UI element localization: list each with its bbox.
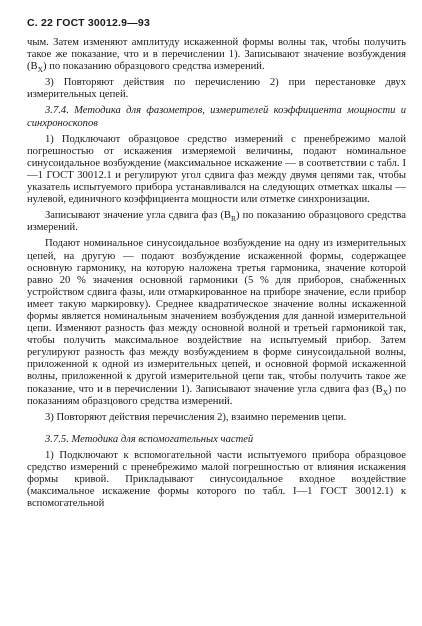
paragraph-text: Подают номинальное синусоидальное возбуждение на одну из измерительных цепей, на другую — подают возбуждение искаженной формы, содержащее основную гармонику, на которую наложена третья гармоника, значение которой равно 20 % значения основной гармоники (5 % для приборов, снабженных устройством сдвига фазы, или отмаркированное на приборе значение, если прибор имеет такую маркировку). Среднее квадратическое значение волны искаженной формы является номинальным значением возбуждения для данной измерительной цепи. Изменяют разность фаз между основной волной и третьей гармоникой так, чтобы получить максимальное воздействие на испытуемый прибор. Затем регулируют разность фаз между возбуждением в форме синусоидальной волны, приложенной к одной из измерительных цепей, и основной формой искаженной волны, приложенной к другой измерительной цепи так, чтобы получить такое же показание, что и в перечислении 1). Записывают значение угла сдвига фаз (B: [27, 238, 406, 395]
paragraph-aux-step-1: 1) Подключают к вспомогательной части испытуемого прибора образцовое средство измерений с пренебрежимо малой погрешностью от влияния искажения формы кривой. Прикладывают синусоидальное входное воздействие (максимальное искажение формы которого по табл. I—1 ГОСТ 30012.1) к вспомогательной: [27, 449, 406, 510]
paragraph-text: Записывают значение угла сдвига фаз (B: [45, 210, 231, 222]
document-body: [27, 37, 406, 510]
subscript: X: [37, 65, 44, 75]
page-header: С. 22 ГОСТ 30012.9—93: [27, 17, 150, 29]
paragraph-step-3: 3) Повторяют действия по перечислению 2) при перестановке двух измерительных цепей.: [27, 77, 406, 101]
section-title-3-7-4: 3.7.4. Методика для фазометров, измерителей коэффициента мощности и синхроноскопов: [27, 105, 406, 129]
paragraph-step-3-repeat: 3) Повторяют действия перечисления 2), взаимно переменив цепи.: [45, 411, 347, 423]
paragraph-text: ) по показанию образцового средства измерений.: [27, 210, 406, 234]
paragraph-continuation: [27, 37, 406, 73]
subscript: X: [382, 387, 389, 397]
subscript: R: [230, 214, 236, 224]
paragraph-step-1: 1) Подключают образцовое средство измерений с пренебрежимо малой погрешностью от искажения измеряемой величины, подают номинальное синусоидальное возбуждение (максимальное искажение — в соответствии с табл. I—1 ГОСТ 30012.1 и регулируют угол сдвига фаз между двумя цепями так, чтобы указатель испытуемого прибора устанавливался на следующих отметках шкалы — нулевой, единичного коэффициента мощности или отметке синхронизации.: [27, 133, 406, 206]
paragraph-text: чым. Затем изменяют амплитуду искаженной формы волны так, чтобы получить такое же показание, что и в перечислении 1). Записывают значение возбуждения (B: [27, 37, 406, 73]
paragraph-distorted-wave: [27, 238, 406, 407]
section-title-3-7-5: 3.7.5. Методика для вспомогательных частей: [45, 433, 254, 445]
paragraph-text: ) по показаниям образцового средства измерений.: [27, 383, 406, 407]
paragraph-record-br: [27, 210, 406, 234]
paragraph-text: ) по показанию образцового средства измерений.: [43, 61, 265, 73]
